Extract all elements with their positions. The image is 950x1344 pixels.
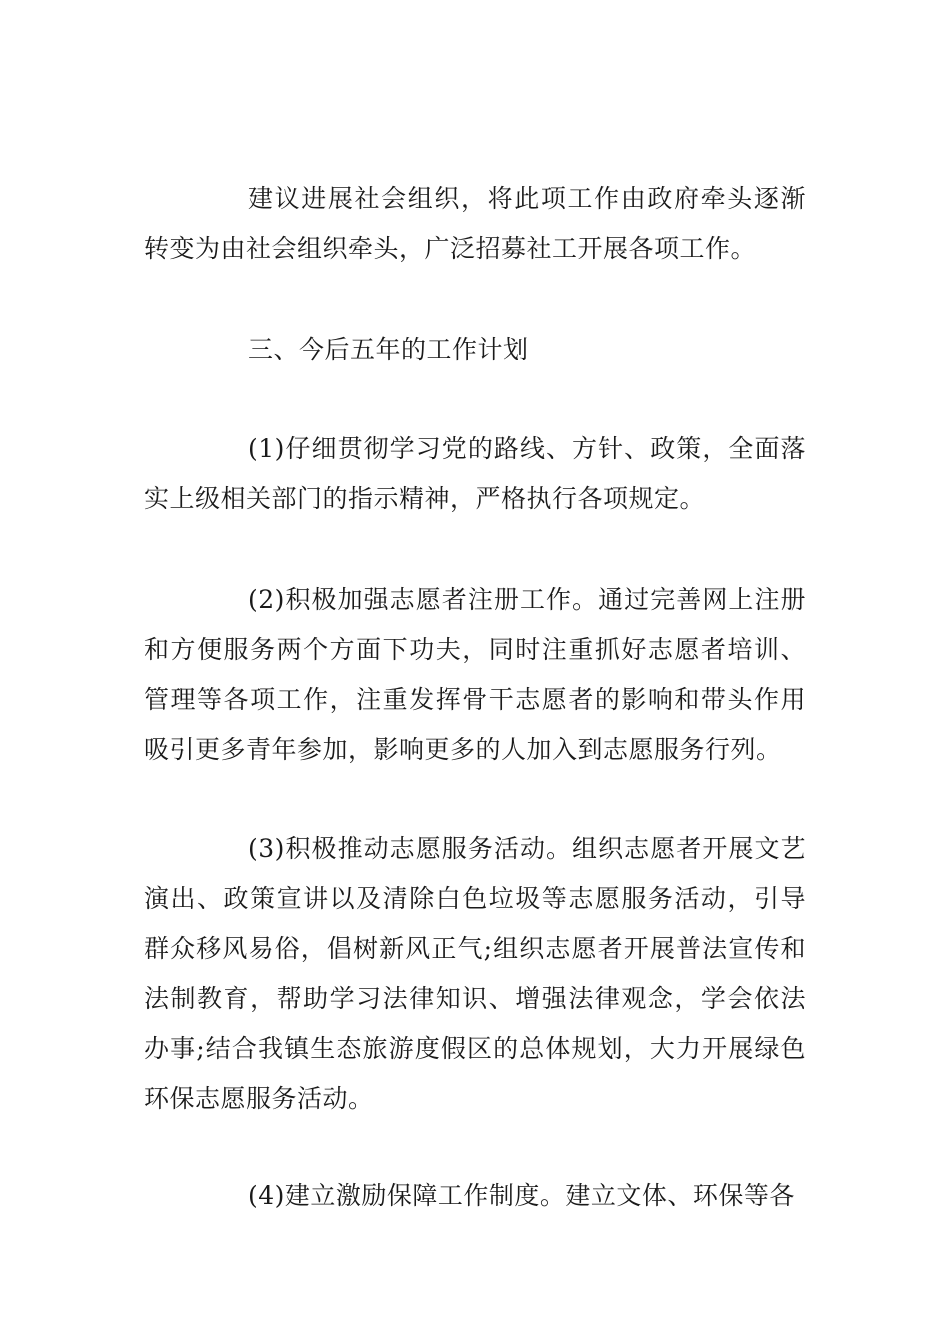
paragraph-1: 建议进展社会组织，将此项工作由政府牵头逐渐转变为由社会组织牵头，广泛招募社工开展各项工作。	[144, 184, 806, 263]
paragraph-2: (1)仔细贯彻学习党的路线、方针、政策，全面落实上级相关部门的指示精神，严格执行各项规定。	[144, 434, 806, 513]
section-heading: 三、今后五年的工作计划	[248, 335, 529, 364]
paragraph-5: (4)建立激励保障工作制度。建立文体、环保等各	[248, 1181, 795, 1210]
paragraph-4: (3)积极推动志愿服务活动。组织志愿者开展文艺演出、政策宣讲以及清除白色垃圾等志愿服务活动，引导群众移风易俗，倡树新风正气;组织志愿者开展普法宣传和法制教育，帮助学习法律知识、增强法律观念，学会依法办事;结合我镇生态旅游度假区的总体规划，大力开展绿色环保志愿服务活动。	[144, 834, 806, 1113]
paragraph-3: (2)积极加强志愿者注册工作。通过完善网上注册和方便服务两个方面下功夫，同时注重抓好志愿者培训、管理等各项工作，注重发挥骨干志愿者的影响和带头作用吸引更多青年参加，影响更多的人加入到志愿服务行列。	[144, 585, 806, 764]
